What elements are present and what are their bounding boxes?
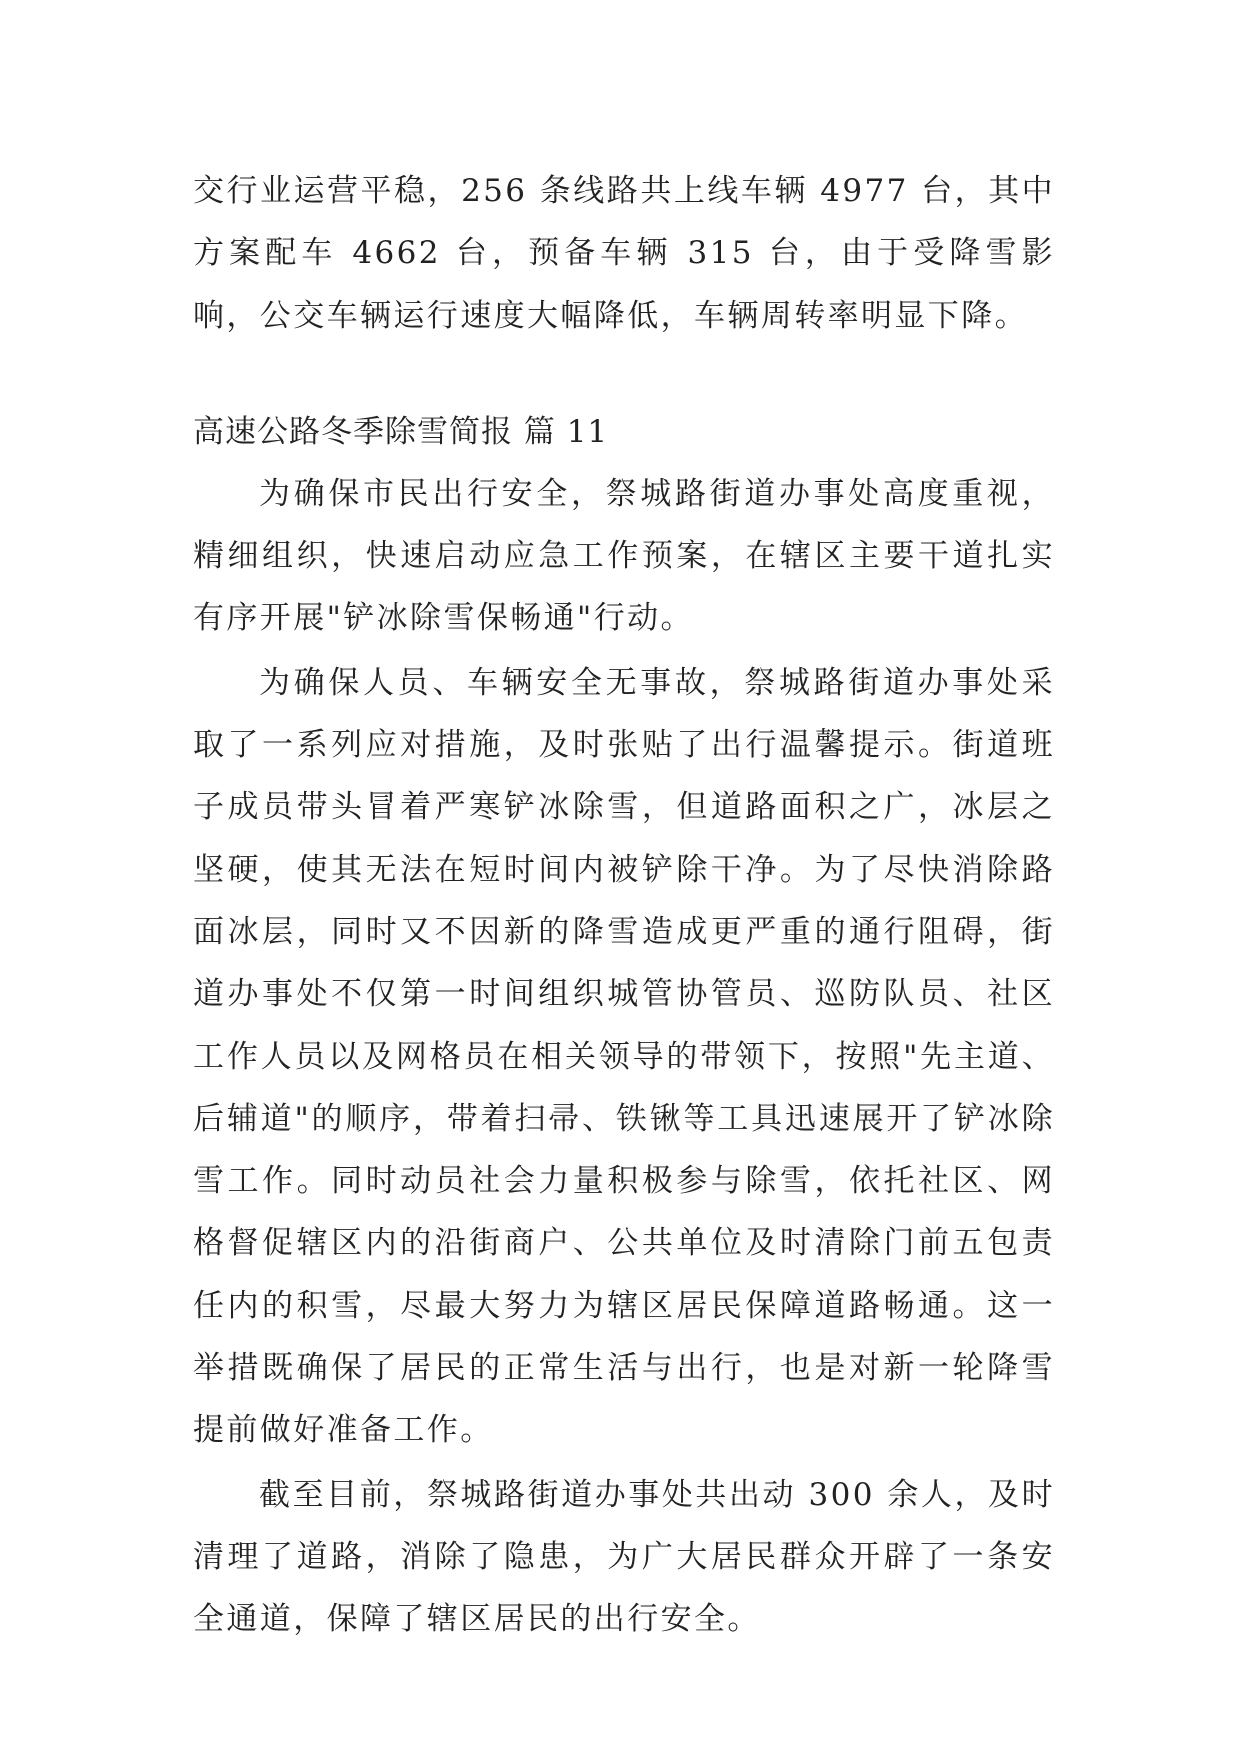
body-paragraph-3: 截至目前，祭城路街道办事处共出动 300 余人，及时清理了道路，消除了隐患，为广大居民群众开辟了一条安全通道，保障了辖区居民的出行安全。 (193, 1476, 1055, 1638)
body-paragraph-1: 为确保市民出行安全，祭城路街道办事处高度重视，精细组织，快速启动应急工作预案，在辖区主要干道扎实有序开展"铲冰除雪保畅通"行动。 (193, 475, 1055, 637)
continuation-paragraph: 交行业运营平稳，256 条线路共上线车辆 4977 台，其中方案配车 4662 台，预备车辆 315 台，由于受降雪影响，公交车辆运行速度大幅降低，车辆周转率明显下降。 (193, 173, 1055, 334)
body-paragraph-2: 为确保人员、车辆安全无事故，祭城路街道办事处采取了一系列应对措施，及时张贴了出行温馨提示。街道班子成员带头冒着严寒铲冰除雪，但道路面积之广，冰层之坚硬，使其无法在短时间内被铲除干净。为了尽快消除路面冰层，同时又不因新的降雪造成更严重的通行阻碍，街道办事处不仅第一时间组织城管协管员、巡防队员、社区工作人员以及网格员在相关领导的带领下，按照"先主道、后辅道"的顺序，带着扫帚、铁锹等工具迅速展开了铲冰除雪工作。同时动员社会力量积极参与除雪，依托社区、网格督促辖区内的沿街商户、公共单位及时清除门前五包责任内的积雪，尽最大努力为辖区居民保障道路畅通。这一举措既确保了居民的正常生活与出行，也是对新一轮降雪提前做好准备工作。 (193, 664, 1055, 1449)
section-heading: 高速公路冬季除雪简报 篇 11 (193, 413, 609, 450)
document-page (193, 160, 1055, 1651)
